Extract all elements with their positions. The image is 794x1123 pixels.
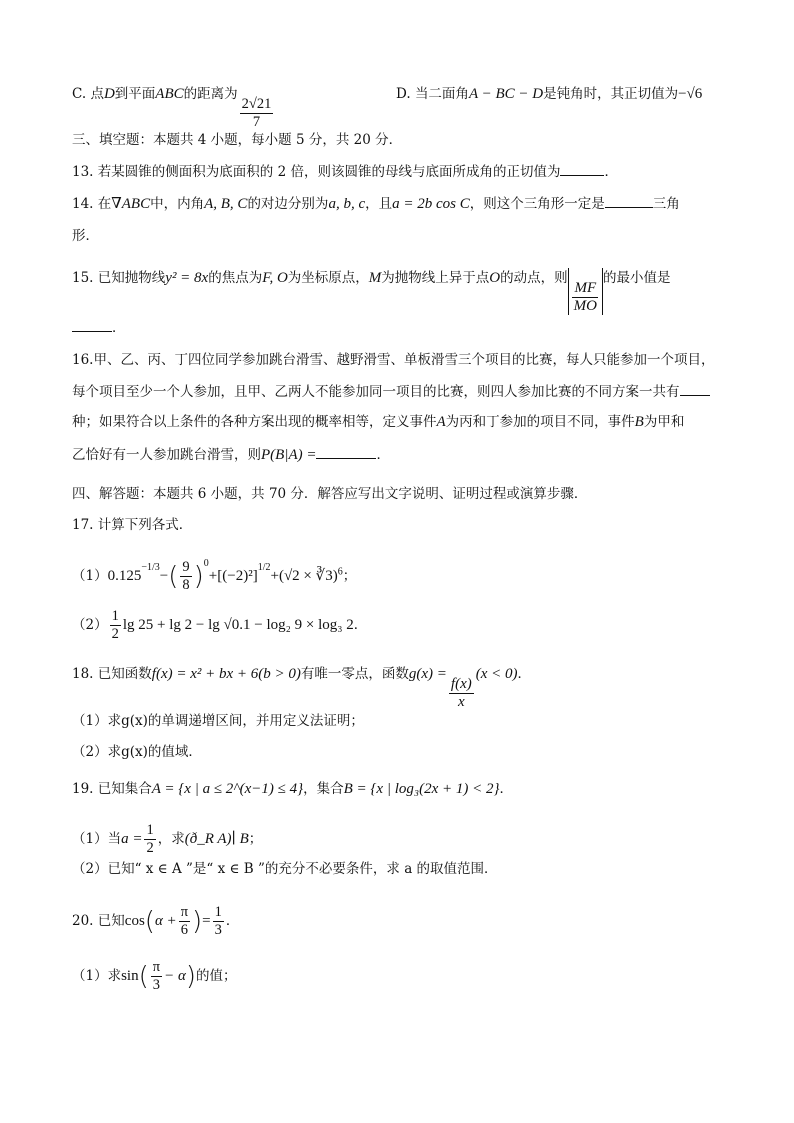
question-16-line-2: 每个项目至少一个人参加，且甲、乙两人不能参加同一项目的比赛，则四人参加比赛的不同方案一共有 xyxy=(72,381,722,402)
question-18-part-1: （1）求g(x)的单调递增区间，并用定义法证明； xyxy=(72,713,364,729)
question-16-line-1: 16.甲、乙、丙、丁四位同学参加跳台滑雪、越野滑雪、单板滑雪三个项目的比赛，每人只能参加一个项目， xyxy=(72,352,715,368)
question-14: 14. 在∇ABC中，内角A, B, C的对边分别为a, b, c，且a = 2b cos C，则这个三角形一定是 三角 xyxy=(72,193,722,214)
question-19-part-1: （1）当a = $\frac{1}{2}$ ，求(ð_R A)∣ B； xyxy=(72,822,263,856)
question-20: 20. 已知cos(α + $\frac{\pi}{6}$ )= $\frac{1}{3}$ ． xyxy=(72,904,240,938)
question-16-line-4: 乙恰好有一人参加跳台滑雪，则P(B|A) = ． xyxy=(72,444,722,465)
question-17-part-1: $(1)0.125^{-1/3}-$( $\frac{9}{8}$ )$^0+[(-2)^2]^{1/2}+(√2$ × ∛3)$^6$； xyxy=(72,558,357,593)
question-15: 15. 已知抛物线y² = 8x的焦点为F, O为坐标原点，M为抛物线上异于点O的动点，则 $\frac{MF}{MO}$ 的最小值是 xyxy=(72,270,671,314)
section-4-heading: 四、解答题：本题共 6 小题，共 70 分．解答应写出文字说明、证明过程或演算步骤． xyxy=(72,486,588,502)
question-17-part-2: （2） $\frac{1}{2}$ lg 25 + lg 2 − lg √0.1 − log₂ 9 × log₃ 2． xyxy=(72,608,368,642)
question-17: 17. 计算下列各式． xyxy=(72,517,193,533)
question-19-part-2: （2）已知“ x ∈ A ”是“ x ∈ B ”的充分不必要条件，求 a 的取值范围． xyxy=(72,861,498,877)
option-c: C. 点D到平面ABC的距离为 $\frac{2√21}{7}$ xyxy=(72,86,272,130)
question-19: 19. 已知集合A = {x | a ≤ 2^(x−1) ≤ 4}，集合B = {x | log₃(2x + 1) < 2}． xyxy=(72,781,513,797)
question-18-part-2: （2）求g(x)的值域． xyxy=(72,744,202,760)
question-16-line-3: 种；如果符合以上条件的各种方案出现的概率相等，定义事件A为丙和丁参加的项目不同，事件B为甲和 xyxy=(72,414,685,430)
question-13: 13. 若某圆锥的侧面积为底面积的 2 倍，则该圆锥的母线与底面所成角的正切值为 ． xyxy=(72,161,722,182)
section-3-heading: 三、填空题：本题共 4 小题，每小题 5 分，共 20 分． xyxy=(72,132,403,148)
question-20-part-1: （1）求sin( $\frac{\pi}{3}$ − α)的值； xyxy=(72,959,237,993)
question-18: 18. 已知函数f(x) = x² + bx + 6(b > 0)有唯一零点，函数g(x) = $\frac{f(x)}{x}$ (x < 0)． xyxy=(72,666,532,710)
question-15-answer-line: ． xyxy=(72,317,722,338)
option-d: D. 当二面角A − BC − D是钝角时，其正切值为−√6 xyxy=(396,86,703,102)
question-14-cont: 形． xyxy=(72,228,99,244)
